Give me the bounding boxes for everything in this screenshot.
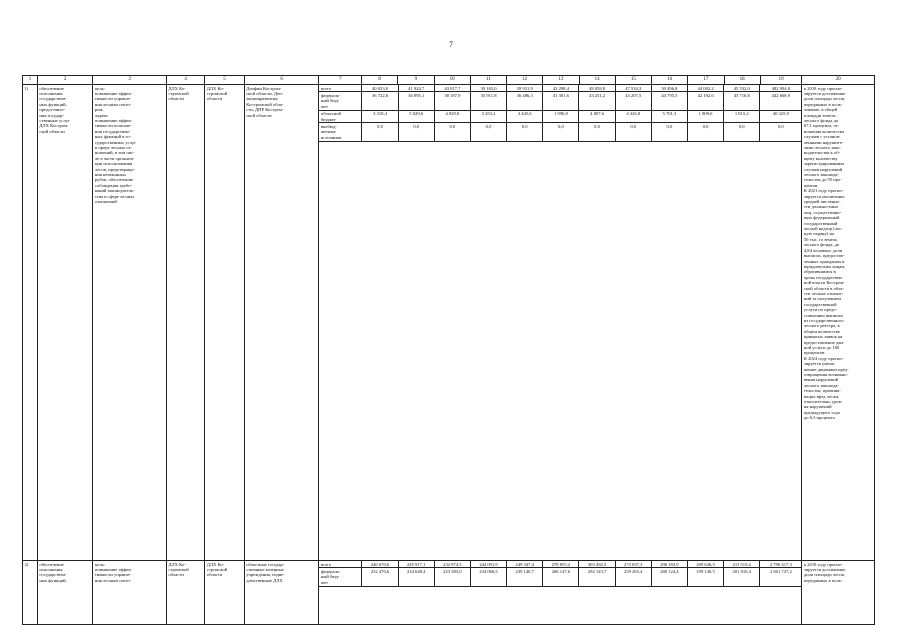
- funding-value: 1 996,8: [543, 110, 579, 123]
- funding-value: 5 701,3: [651, 110, 687, 123]
- funding-source-row: [319, 123, 801, 141]
- funding-value: 42 192,6: [687, 92, 723, 110]
- funding-value: 234 066,5: [470, 568, 506, 586]
- program-table: [22, 75, 875, 625]
- column-header: 4: [166, 76, 204, 85]
- funding-value: 259 265,4: [615, 568, 651, 586]
- funding-source-row: [319, 110, 801, 123]
- funding-value: 0,0: [651, 123, 687, 141]
- funding-value: 3 445,6: [507, 110, 543, 123]
- column-header: 14: [579, 76, 615, 85]
- funding-cell: [319, 85, 802, 561]
- funding-value: 40 325,9: [760, 110, 802, 123]
- page-number: 7: [449, 40, 453, 49]
- funding-source-label: федераль- ный бюд- жет: [319, 568, 362, 586]
- column-header: 16: [652, 76, 688, 85]
- funding-value: 0,0: [434, 123, 470, 141]
- funding-value: 303 492,5: [579, 561, 615, 568]
- funding-source-label: областной бюджет: [319, 110, 362, 123]
- funding-value: 40 033,0: [362, 85, 398, 92]
- funding-source-label: всего: [319, 85, 362, 92]
- funding-value: 273 837,3: [615, 561, 651, 568]
- funding-value: 201 010,4: [724, 568, 760, 586]
- funding-value: 5 029,6: [398, 110, 434, 123]
- funding-value: 239 140,7: [507, 568, 543, 586]
- column-header: 1: [23, 76, 38, 85]
- funding-source-label: федераль- ный бюд- жет: [319, 92, 362, 110]
- funding-source-label: внебюд- жетные источники: [319, 123, 362, 141]
- funding-value: 2 661 737,2: [760, 568, 802, 586]
- table-row: [23, 561, 875, 625]
- funding-source-row: [319, 568, 801, 586]
- funding-value: 0,0: [470, 123, 506, 141]
- funding-value: 1 809,6: [687, 110, 723, 123]
- funding-value: 4 807,6: [579, 110, 615, 123]
- funding-value: 39 931,9: [507, 85, 543, 92]
- funding-value: 1 815,2: [724, 110, 760, 123]
- column-header: 12: [507, 76, 543, 85]
- column-header: 5: [205, 76, 244, 85]
- column-header: 17: [688, 76, 724, 85]
- funding-value: 4 829,8: [434, 110, 470, 123]
- column-header: 20: [802, 76, 875, 85]
- funding-value: 280 124,4: [651, 568, 687, 586]
- column-header: 18: [724, 76, 760, 85]
- funding-value: 0,0: [507, 123, 543, 141]
- funding-value: 4 326,8: [615, 110, 651, 123]
- coexecutor: ДЛХ Ко- стромской области: [205, 85, 244, 561]
- funding-value: 0,0: [615, 123, 651, 141]
- funding-subtable: [319, 85, 801, 142]
- funding-value: 0,0: [724, 123, 760, 141]
- table-row: [23, 85, 875, 561]
- funding-value: 41 924,7: [398, 85, 434, 92]
- funding-value: 3 310,4: [362, 110, 398, 123]
- funding-value: 0,0: [543, 123, 579, 141]
- funding-value: 2 790 417,3: [760, 561, 802, 568]
- funding-value: 36 722,6: [362, 92, 398, 110]
- funding-value: 249 347,4: [507, 561, 543, 568]
- responsible-executor: ДЛХ Ко- стромской области: [166, 561, 204, 625]
- header-row: [23, 76, 875, 85]
- funding-value: 36 486,3: [507, 92, 543, 110]
- funding-value: 0,0: [760, 123, 802, 141]
- funding-value: 296 183,9: [651, 561, 687, 568]
- funding-value: 41 301,6: [543, 92, 579, 110]
- column-header: 2: [37, 76, 92, 85]
- funding-value: 292 143,7: [579, 568, 615, 586]
- column-header: 3: [93, 76, 167, 85]
- funding-source-row: [319, 92, 801, 110]
- funding-value: 232 470,6: [362, 568, 398, 586]
- column-header: 9: [398, 76, 434, 85]
- funding-value: 39 165,0: [470, 85, 506, 92]
- participants: Депфин Костром- ской области, Деп- экономразвития Костромской обла- сти, ДПР Костром- ской области: [244, 85, 319, 561]
- funding-value: 244 091,9: [470, 561, 506, 568]
- column-header: 7: [319, 76, 362, 85]
- expected-results: к 2018 году прогно- зируется достижение доли площади лесов, переданных в поль-: [802, 561, 875, 625]
- column-header: 13: [543, 76, 579, 85]
- funding-value: 36 895,1: [398, 92, 434, 110]
- funding-value: 0,0: [687, 123, 723, 141]
- funding-source-label: всего: [319, 561, 362, 568]
- column-header: 6: [244, 76, 319, 85]
- funding-value: 232 874,5: [434, 561, 470, 568]
- goal-text: цель: повышение эффек- тивности управле- ния лесным секто- ром; задача: повышение эффек- тивности исполне- ния государствен- ных функций в го- сударственных услуг в сфере лесных от- ношений, в том чис- ле в части организа- ции использования лесов, предотвраще- ния незаконных рубок; обеспечение соблюдения требо- ваний законодатель- ства в сфере лесных отношений: [93, 85, 167, 561]
- funding-value: 35 911,8: [470, 92, 506, 110]
- funding-value: 266 147,6: [543, 568, 579, 586]
- funding-value: 0,0: [362, 123, 398, 141]
- funding-value: 245 917,1: [398, 561, 434, 568]
- activity-name: обеспечение исполнения государствен- ных функций,: [37, 561, 92, 625]
- funding-value: 47 534,3: [615, 85, 651, 92]
- funding-value: 482 994,8: [760, 85, 802, 92]
- funding-value: 0,0: [579, 123, 615, 141]
- funding-subtable: [319, 561, 801, 587]
- funding-value: 44 002,2: [687, 85, 723, 92]
- funding-value: 3 253,2: [470, 110, 506, 123]
- participants: областные государ- ственные казенные учреждения, подве- домственные ДЛХ: [244, 561, 319, 625]
- column-header: 10: [434, 76, 470, 85]
- funding-source-row: [319, 561, 801, 568]
- funding-value: 246 670,6: [362, 561, 398, 568]
- column-header: 8: [362, 76, 398, 85]
- funding-value: 234 648,4: [398, 568, 434, 586]
- funding-value: 50 496,8: [651, 85, 687, 92]
- funding-value: 43 716,8: [724, 92, 760, 110]
- funding-value: 38 187,9: [434, 92, 470, 110]
- column-header: 11: [470, 76, 506, 85]
- row-number: 1): [23, 85, 38, 561]
- funding-value: 44 795,5: [651, 92, 687, 110]
- funding-value: 211 510,4: [724, 561, 760, 568]
- column-header: 15: [615, 76, 651, 85]
- funding-value: 48 058,8: [579, 85, 615, 92]
- funding-source-row: [319, 85, 801, 92]
- funding-value: 209 636,5: [687, 561, 723, 568]
- funding-value: 43 251,2: [579, 92, 615, 110]
- funding-value: 43 298,4: [543, 85, 579, 92]
- funding-value: 442 668,9: [760, 92, 802, 110]
- expected-results: к 2018 году прогно- зируется достижение доли площади лесов, переданных в поль- зование, в общей площади земель лесного фонда до 67,1 процента, от- ношения количества случаев с установ- ленными нарушите- лями лесного зако- нодательства к об- щему количеству зарегистрированных случаев нарушений лесного законода- тельства до 95 про- центов. К 2021 году прогно- зируется увеличение средней численно- сти должностных лиц, осуществляю- щих федеральный государственный лесной надзор (лес- ную охрану) на 50 тыс. га земель лесного фонда, до 4,84 человека; доли выписок, предостав- ленных гражданам и юридическим лицам, обратившимся в орган государствен- ной власти Костром- ской области в обла- сти лесных отноше- ний за получением государственной услуги по предо- ставлению выписки из государственного лесного реестра, в общем количестве принятых заявок на предоставление дан- ной услуги до 100 процентов. К 2024 году прогно- зируется умень- шение динамики пред- отвращения возникно- вения нарушений лесного законода- тельства, причиня- ющих вред лесам, относительно уров- ня нарушений предыдущего года до 6,3 процента: [802, 85, 875, 561]
- column-header: 19: [760, 76, 802, 85]
- coexecutor: ДЛХ Ко- стромской области: [205, 561, 244, 625]
- funding-value: 223 583,0: [434, 568, 470, 586]
- funding-value: 43 207,5: [615, 92, 651, 110]
- activity-name: обеспечение исполнения государствен- ных функций, предоставле- ния государ- ственных услуг ДЛХ Костром- ской области: [37, 85, 92, 561]
- funding-value: 45 532,0: [724, 85, 760, 92]
- row-number: 2): [23, 561, 38, 625]
- funding-value: 278 855,2: [543, 561, 579, 568]
- funding-cell: [319, 561, 802, 625]
- goal-text: цель: повышение эффек- тивности управле- ния лесным секто-: [93, 561, 167, 625]
- responsible-executor: ДЛХ Ко- стромской области: [166, 85, 204, 561]
- funding-value: 199 136,5: [687, 568, 723, 586]
- funding-value: 43 017,7: [434, 85, 470, 92]
- funding-value: 0,0: [398, 123, 434, 141]
